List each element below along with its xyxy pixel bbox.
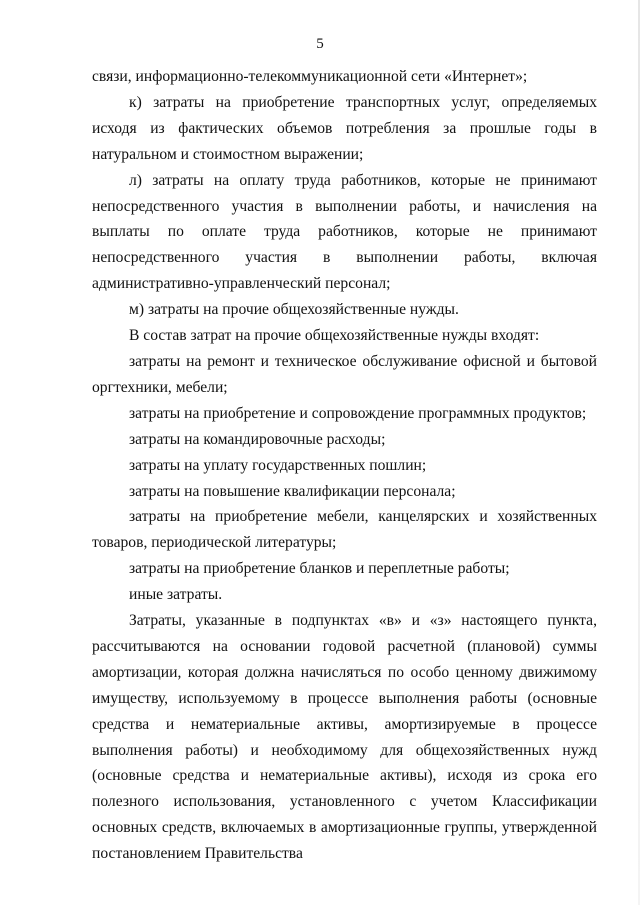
paragraph-continuation: связи, информационно-телекоммуникационной сети «Интернет»; <box>92 68 528 85</box>
paragraph-item-k: к) затраты на приобретение транспортных услуг, определяемых исходя из фактических объемов потребления за прошлые годы в натуральном и стоимостном выражении; <box>92 93 597 163</box>
paragraph-list-item: затраты на уплату государственных пошлин; <box>129 456 427 474</box>
paragraph-list-item: затраты на ремонт и техническое обслуживание офисной и бытовой оргтехники, мебели; <box>92 352 597 396</box>
paragraph-item-m: м) затраты на прочие общехозяйственные нужды. <box>129 301 459 319</box>
paragraph-list-item: иные затраты. <box>129 586 223 604</box>
page-number: 5 <box>316 36 324 52</box>
paragraph-list-item: затраты на приобретение и сопровождение программных продуктов; <box>129 404 587 422</box>
document-body <box>92 64 597 867</box>
paragraph-list-item: затраты на приобретение бланков и переплетные работы; <box>129 560 510 578</box>
paragraph-list-item: затраты на приобретение мебели, канцелярских и хозяйственных товаров, периодической литературы; <box>92 508 597 552</box>
paragraph-amortization: Затраты, указанные в подпунктах «в» и «з» настоящего пункта, рассчитываются на основании годовой расчетной (плановой) суммы амортизации, которая должна начисляться по особо ценному движимому имуществу, используемому в процессе выполнения работы (основные средства и нематериальные активы, амортизируемые в процессе выполнения работы) и необходимому для общехозяйственных нужд (основные средства и нематериальные активы), исходя из срока его полезного использования, установленного с учетом Классификации основных средств, включаемых в амортизационные группы, утвержденной постановлением Правительства <box>92 612 597 863</box>
paragraph-list-item: затраты на повышение квалификации персонала; <box>129 482 456 500</box>
paragraph-list-intro: В состав затрат на прочие общехозяйственные нужды входят: <box>129 327 540 345</box>
paragraph-item-l: л) затраты на оплату труда работников, которые не принимают непосредственного участия в выполнении работы, и начисления на выплаты по оплате труда работников, которые не принимают непосредственного участия в выполнении работы, включая административно-управленческий персонал; <box>92 171 597 293</box>
paragraph-list-item: затраты на командировочные расходы; <box>129 430 386 448</box>
